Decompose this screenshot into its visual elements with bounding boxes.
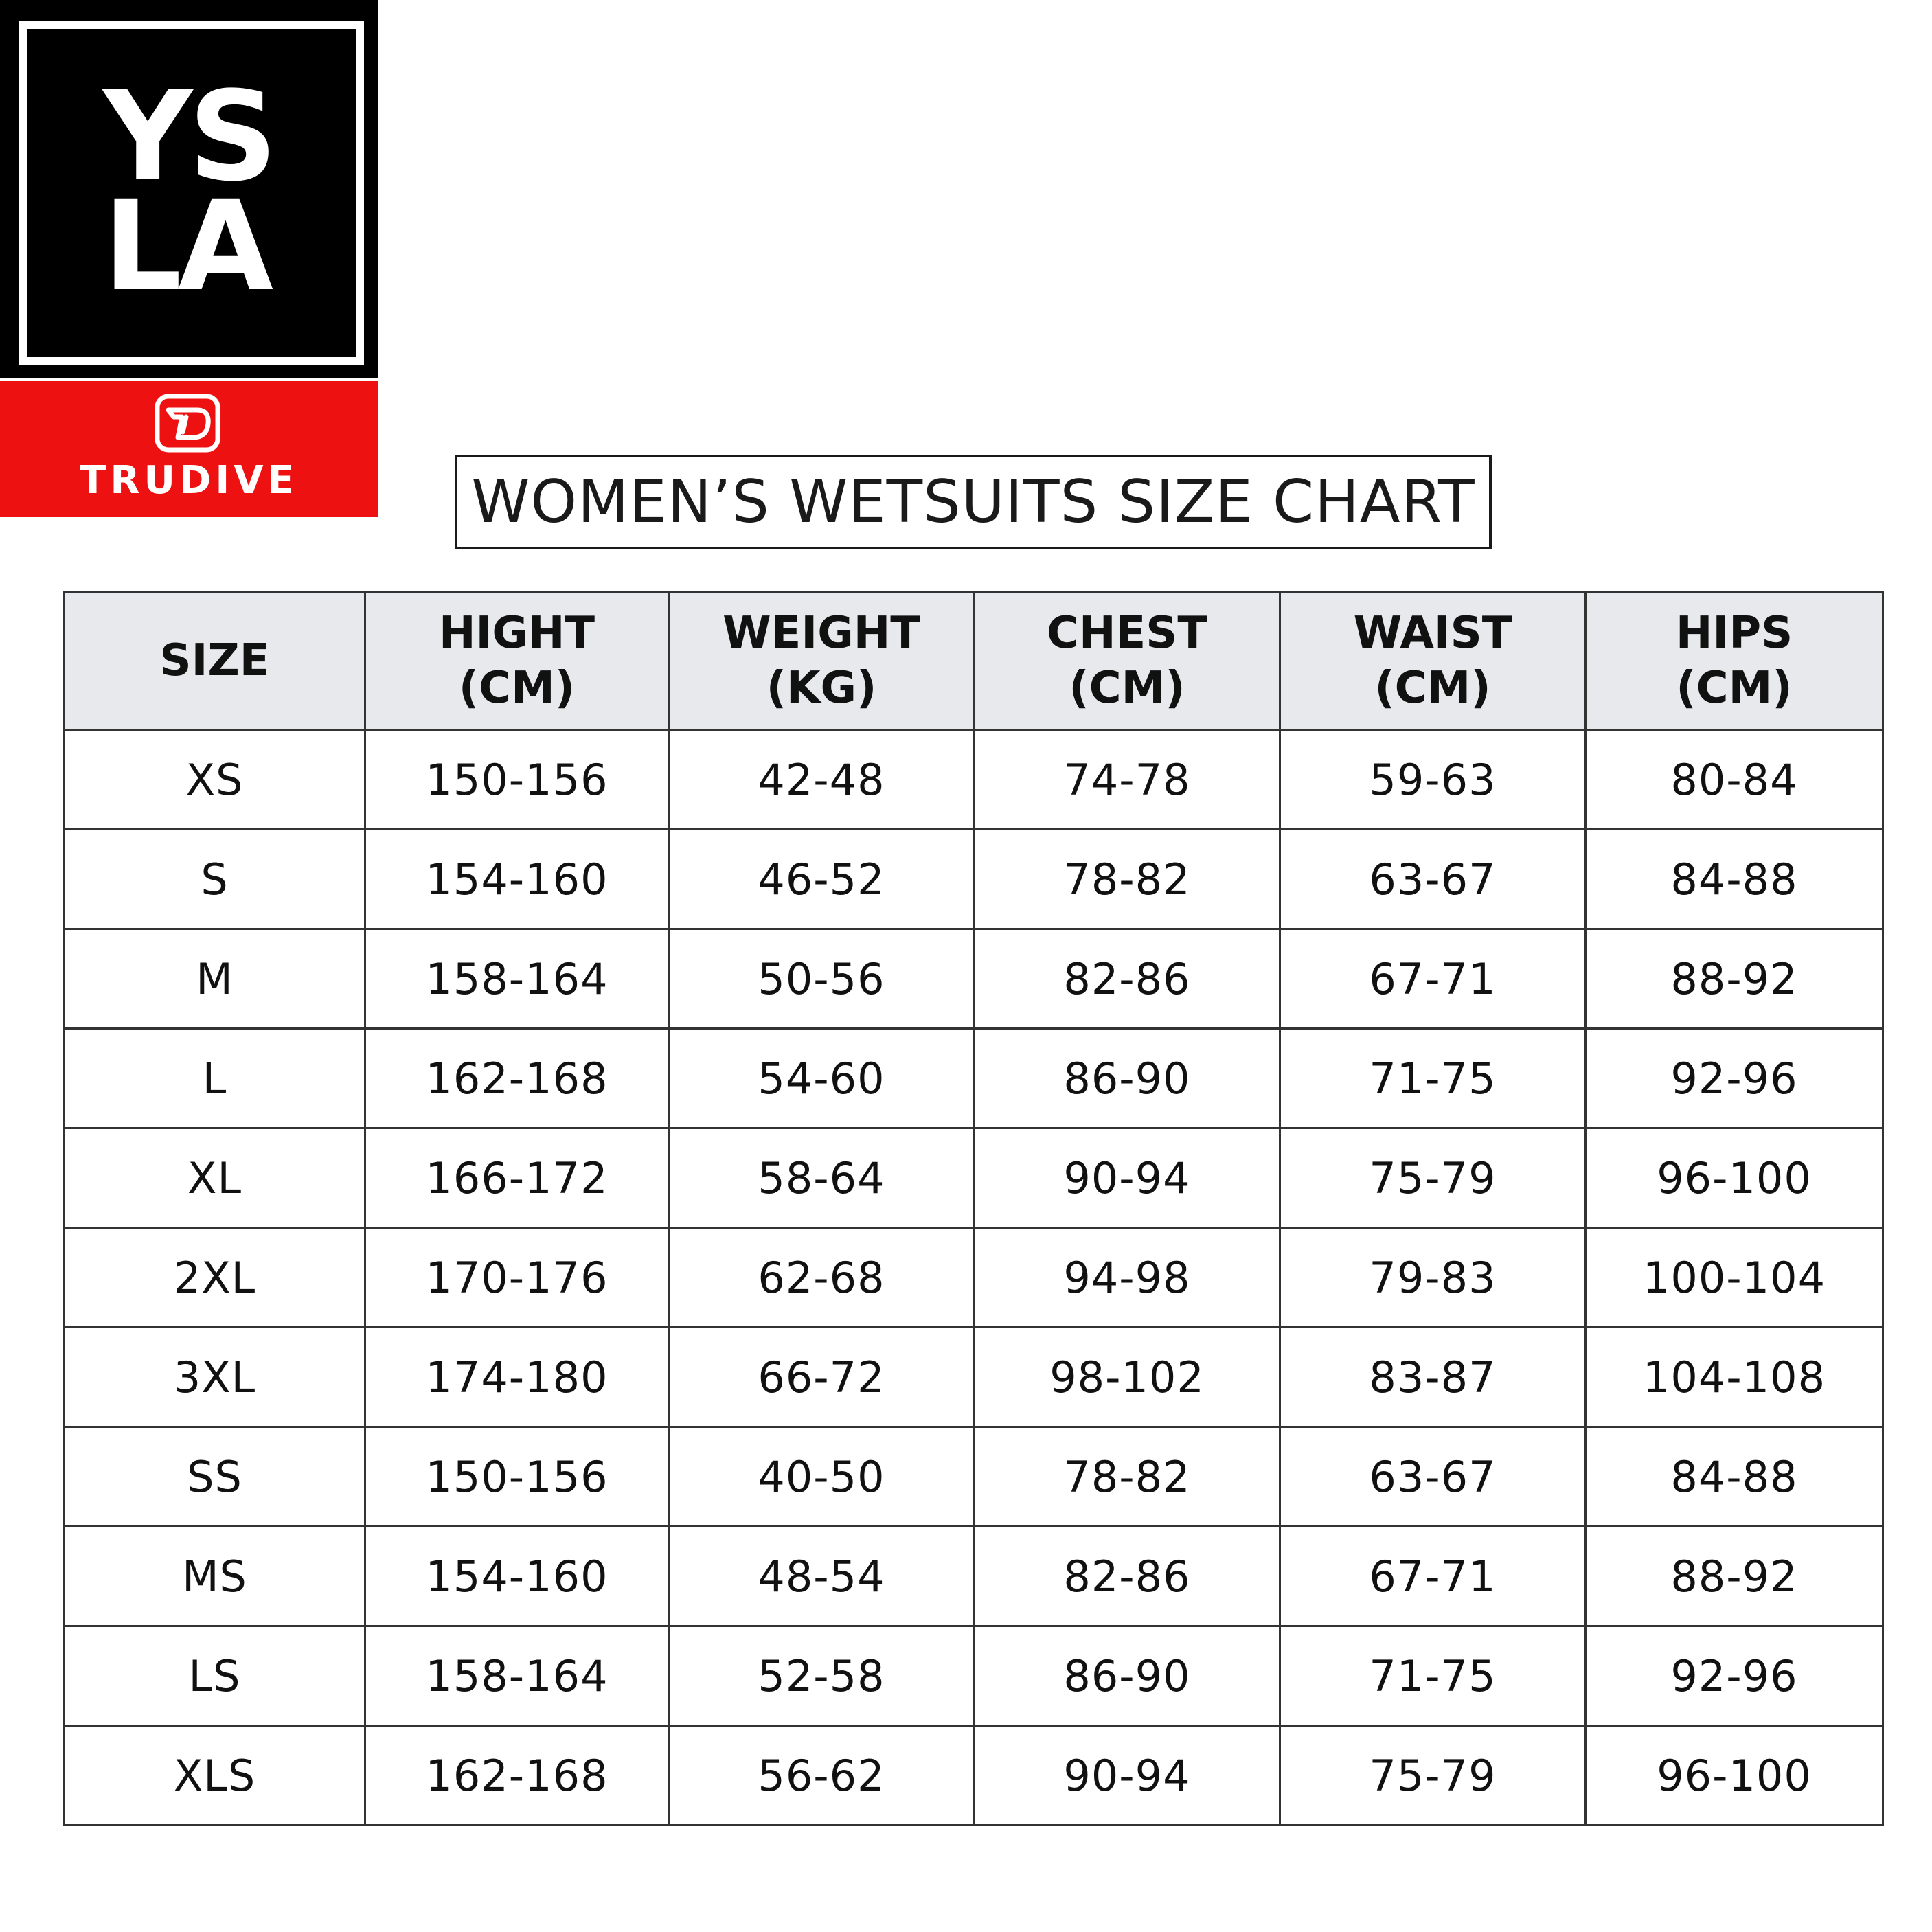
size-chart-table	[63, 591, 1884, 1826]
cell-weight: 46-52	[669, 830, 975, 929]
page-title: WOMEN’S WETSUITS SIZE CHART	[471, 468, 1475, 536]
cell-chest: 94-98	[975, 1228, 1280, 1328]
header-size: SIZE	[65, 592, 365, 730]
cell-waist: 63-67	[1280, 830, 1586, 929]
cell-hips: 88-92	[1586, 929, 1883, 1029]
cell-hight: 158-164	[365, 929, 669, 1029]
table-row	[65, 730, 1883, 830]
chart-title-box	[455, 455, 1492, 549]
cell-waist: 71-75	[1280, 1626, 1586, 1726]
cell-hight: 162-168	[365, 1726, 669, 1826]
cell-waist: 79-83	[1280, 1228, 1586, 1328]
cell-chest: 82-86	[975, 1527, 1280, 1626]
cell-chest: 86-90	[975, 1626, 1280, 1726]
cell-weight: 40-50	[669, 1427, 975, 1527]
cell-size: M	[65, 929, 365, 1029]
header-hight: HIGHT (CM)	[365, 592, 669, 730]
cell-size: 3XL	[65, 1328, 365, 1427]
header-weight: WEIGHT (KG)	[669, 592, 975, 730]
table-row	[65, 1228, 1883, 1328]
cell-chest: 82-86	[975, 929, 1280, 1029]
cell-waist: 75-79	[1280, 1128, 1586, 1228]
cell-waist: 67-71	[1280, 1527, 1586, 1626]
cell-hight: 154-160	[365, 1527, 669, 1626]
table-row	[65, 1626, 1883, 1726]
header-hips: HIPS (CM)	[1586, 592, 1883, 730]
cell-waist: 59-63	[1280, 730, 1586, 830]
trudive-badge-icon	[155, 394, 220, 453]
cell-size: XL	[65, 1128, 365, 1228]
cell-waist: 63-67	[1280, 1427, 1586, 1527]
cell-hight: 166-172	[365, 1128, 669, 1228]
cell-weight: 54-60	[669, 1029, 975, 1128]
cell-hips: 92-96	[1586, 1626, 1883, 1726]
cell-weight: 58-64	[669, 1128, 975, 1228]
cell-hips: 88-92	[1586, 1527, 1883, 1626]
cell-hight: 174-180	[365, 1328, 669, 1427]
cell-hips: 84-88	[1586, 830, 1883, 929]
cell-hips: 96-100	[1586, 1128, 1883, 1228]
cell-chest: 74-78	[975, 730, 1280, 830]
cell-hight: 154-160	[365, 830, 669, 929]
cell-chest: 78-82	[975, 1427, 1280, 1527]
table-row	[65, 830, 1883, 929]
table-row	[65, 1527, 1883, 1626]
ysla-logo-line-1: YS	[103, 65, 273, 209]
trudive-logo	[0, 381, 378, 517]
cell-weight: 42-48	[669, 730, 975, 830]
table-row	[65, 1726, 1883, 1826]
cell-waist: 67-71	[1280, 929, 1586, 1029]
cell-hight: 162-168	[365, 1029, 669, 1128]
ysla-logo-line-2: LA	[103, 175, 270, 319]
cell-size: LS	[65, 1626, 365, 1726]
cell-chest: 78-82	[975, 830, 1280, 929]
cell-chest: 86-90	[975, 1029, 1280, 1128]
cell-weight: 56-62	[669, 1726, 975, 1826]
trudive-wordmark: TRUDIVE	[80, 458, 298, 503]
cell-size: XLS	[65, 1726, 365, 1826]
cell-weight: 66-72	[669, 1328, 975, 1427]
header-waist: WAIST (CM)	[1280, 592, 1586, 730]
cell-hips: 92-96	[1586, 1029, 1883, 1128]
cell-hips: 100-104	[1586, 1228, 1883, 1328]
table-row	[65, 1029, 1883, 1128]
table-row	[65, 1427, 1883, 1527]
header-chest: CHEST (CM)	[975, 592, 1280, 730]
cell-size: 2XL	[65, 1228, 365, 1328]
cell-weight: 62-68	[669, 1228, 975, 1328]
cell-size: XS	[65, 730, 365, 830]
cell-weight: 52-58	[669, 1626, 975, 1726]
table-row	[65, 929, 1883, 1029]
cell-waist: 75-79	[1280, 1726, 1586, 1826]
cell-hight: 150-156	[365, 1427, 669, 1527]
cell-hight: 150-156	[365, 730, 669, 830]
ysla-logo	[0, 0, 378, 378]
cell-chest: 90-94	[975, 1726, 1280, 1826]
cell-hips: 96-100	[1586, 1726, 1883, 1826]
cell-hips: 104-108	[1586, 1328, 1883, 1427]
table-row	[65, 1128, 1883, 1228]
cell-chest: 90-94	[975, 1128, 1280, 1228]
cell-hight: 170-176	[365, 1228, 669, 1328]
cell-hips: 80-84	[1586, 730, 1883, 830]
cell-size: L	[65, 1029, 365, 1128]
cell-waist: 83-87	[1280, 1328, 1586, 1427]
cell-weight: 50-56	[669, 929, 975, 1029]
cell-waist: 71-75	[1280, 1029, 1586, 1128]
cell-size: MS	[65, 1527, 365, 1626]
cell-hight: 158-164	[365, 1626, 669, 1726]
cell-size: SS	[65, 1427, 365, 1527]
cell-size: S	[65, 830, 365, 929]
table-header-row	[65, 592, 1883, 730]
table-row	[65, 1328, 1883, 1427]
cell-hips: 84-88	[1586, 1427, 1883, 1527]
cell-weight: 48-54	[669, 1527, 975, 1626]
cell-chest: 98-102	[975, 1328, 1280, 1427]
